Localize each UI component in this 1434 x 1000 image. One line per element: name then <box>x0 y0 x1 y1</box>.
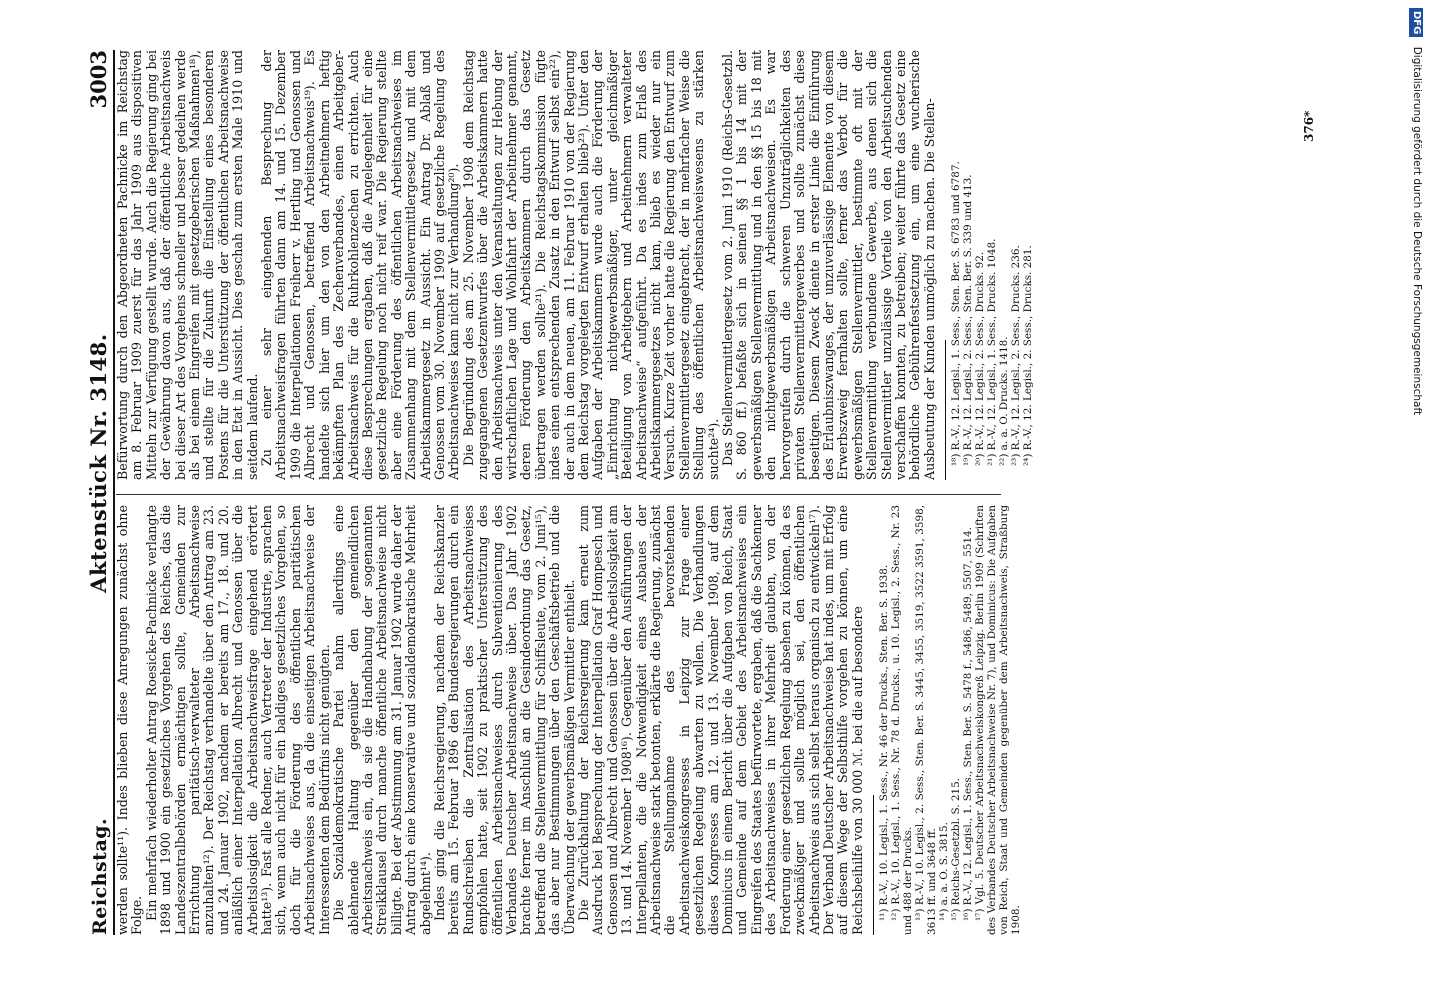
footnote: ²¹) R.-V., 12. Legisl., 1. Sess., Drucks. 1048. <box>986 238 999 466</box>
paragraph: Zu einer sehr eingehenden Besprechung der Arbeitsnachweisfragen führten dann am 14. und 15. Dezember 1909 die Interpellationen Freiherr v. Hertling und Genossen und Albrecht und Genossen, betreffend Arbeitsnachweis¹⁹). Es handelte sich hier um den von den Arbeitnehmern heftig bekämpften Plan des Zechenverbandes, einen Arbeitgeber-Arbeitsnachweis für die Ruhrkohlenzechen zu errichten. Auch diese Besprechungen ergaben, daß die Angelegenheit für eine gesetzliche Regelung noch nicht reif war. Die Regierung stellte aber eine Förderung des öffentlichen Arbeitsnachweises im Zusammenhang mit dem Stellenvermittlergesetz und mit dem Arbeitskammergesetz in Aussicht. Ein Antrag Dr. Ablaß und Genossen vom 30. November 1909 auf gesetzliche Regelung des Arbeitsnachweises kam nicht zur Verhandlung²⁰). <box>259 50 462 480</box>
page-header <box>85 50 111 935</box>
digitization-sidebar <box>1406 8 1428 993</box>
column-left <box>116 505 1022 935</box>
footnote: ¹¹) R.-V., 10. Legisl., 1. Sess., Nr. 46 der Drucks., Sten. Ber. S. 1938. <box>878 564 891 921</box>
header-title: Aktenstück Nr. 3148. <box>86 333 111 593</box>
footnote: ²²) a. a. O. Drucks. 1418. <box>998 336 1011 466</box>
paragraph: Indes ging die Reichsregierung, nachdem der Reichskanzler bereits am 15. Februar 1896 den Bundesregierungen durch ein Rundschreiben die Zentralisation des Arbeitsnachweises empfohlen hatte, seit 1902 zu praktischer Unterstützung des öffentlichen Arbeitsnachweises durch Subventionierung des Verbandes Deutscher Arbeitsnachweise über. Das Jahr 1902 brachte ferner im Anschluß an die Gesindeordnung das Gesetz, betreffend die Stellenvermittlung für Schiffsleute, vom 2. Juni¹⁵), das aber nur Bestimmungen über den Geschäftsbetrieb und die Überwachung der gewerbsmäßigen Vermittler enthielt. <box>431 505 577 935</box>
digitization-note <box>1406 8 1428 993</box>
paragraph: Die Begründung des am 25. November 1908 dem Reichstag zugegangenen Gesetzentwurfes über die Arbeitskammern hatte den Arbeitsnachweis unter den Veranstaltungen zur Hebung der wirtschaftlichen Lage und Wohlfahrt der Arbeitnehmer genannt, deren Förderung den Arbeitskammern durch das Gesetz übertragen werden sollte²¹). Die Reichstagskommission fügte indes einen entsprechenden Zusatz in den Entwurf selbst ein²²), der auch in dem neuen, am 11. Februar 1910 von der Regierung dem Reichstag vorgelegten Entwurf erhalten blieb²³). Unter den Aufgaben der Arbeitskammern wurde auch die Förderung der „Einrichtung nichtgewerbsmäßiger, unter gleichmäßiger Beteiligung von Arbeitgebern und Arbeitnehmern verwalteter Arbeitsnachweise“ aufgeführt. Da es indes zum Erlaß des Arbeitskammergesetzes nicht kam, blieb es wieder nur ein Versuch. Kurze Zeit vorher hatte die Regierung den Entwurf zum Stellenvermittlergesetz eingebracht, der in mehrfacher Weise die Stellung des öffentlichen Arbeitsnachweiswesens zu stärken suchte²⁴). <box>460 50 721 480</box>
dfg-logo: DFG <box>1409 8 1423 37</box>
page-number: 3003 <box>86 50 111 109</box>
paragraph: Die Zurückhaltung der Reichsregierung kam erneut zum Ausdruck bei Besprechung der Interpellation Graf Hompesch und Genossen und Albrecht und Genossen über die Arbeitslosigkeit am 13. und 14. November 1908¹⁶). Gegenüber den Ausführungen der Interpellanten, die die Notwendigkeit eines Ausbaues der Arbeitsnachweise stark betonten, erklärte die Regierung, zunächst die Stellungnahme des bevorstehenden Arbeitsnachweiskongresses in Leipzig zur Frage einer gesetzlichen Regelung abwarten zu wollen. Die Verhandlungen dieses Kongresses am 12. und 13. November 1908, auf dem Dominicus in einem Bericht über die Aufgaben von Reich, Staat und Gemeinde auf dem Gebiet des Arbeitsnachweises ein Eingreifen des Staates befürwortete, ergaben, daß die Sachkenner des Arbeitsnachweises in ihrer Mehrheit glaubten, von der Forderung einer gesetzlichen Regelung absehen zu können, da es zweckmäßiger und sollte möglich sei, den öffentlichen Arbeitsnachweis aus sich selbst heraus organisch zu entwickeln¹⁷). Der Verband Deutscher Arbeitsnachweise hat indes, um mit Erfolg auf diesem Wege der Selbsthilfe vorgehen zu können, um eine Reichsbeihilfe von 30 000 ℳ. bei die auf besondere <box>576 505 865 935</box>
paragraph: Befürwortung durch den Abgeordneten Pachnicke im Reichstag am 8. Februar 1909 zuerst für das Jahr 1909 aus dispositiven Mitteln zur Verfügung gestellt wurde. Auch die Regierung ging bei der Gewährung davon aus, daß der öffentliche Arbeitsnachweis bei dieser Art des Vorgehens schneller und besser gedeihen werde als bei einem Eingreifen mit gesetzgeberischen Maßnahmen¹⁸), und stellte für die Zukunft die Einstellung eines besonderen Postens für die Unterstützung der öffentlichen Arbeitsnachweise in den Etat in Aussicht. Dies geschah zum ersten Male 1910 und seitdem laufend. <box>115 50 260 480</box>
signature-mark: 376* <box>1302 110 1316 142</box>
paragraph: werden sollte¹¹). Indes blieben diese Anregungen zunächst ohne Folge. <box>115 505 145 935</box>
footnote: ¹⁵) Reichs-Gesetzbl. S. 215. <box>950 778 963 921</box>
footnote: ¹³) R.-V., 10. Legisl., 2. Sess., Sten. Ber. S. 3445, 3455, 3519, 3522 3591, 3598, 3613 ff. und 3648 ff. <box>914 505 939 935</box>
paragraph: Ein mehrfach wiederholter Antrag Roesicke-Pachnicke verlangte 1898 und 1900 ein gesetzliches Vorgehen des Reiches, das die Landeszentralbehörden ermächtigen sollte, Gemeinden zur Errichtung paritätisch-verwalteter Arbeitsnachweise anzuhalten¹²). Der Reichstag verhandelte über den Antrag am 23. und 24. Januar 1902, nachdem er bereits am 17., 18. und 20. anläßlich einer Interpellation Albrecht und Genossen über die Arbeitslosigkeit die Arbeitsnachweisfrage eingehend erörtert hatte¹³). Fast alle Redner, auch Vertreter der Industrie, sprachen sich, wenn auch nicht für ein baldiges gesetzliches Vorgehen, so doch für die Förderung des öffentlichen paritätischen Arbeitsnachweises aus, da die einseitigen Arbeitsnachweise der Interessenten dem Bedürfnis nicht genügten. <box>143 505 332 935</box>
column-right <box>116 50 1034 480</box>
footnote-rule <box>873 795 874 935</box>
footnote: ¹⁴) a. a. O. S. 3815. <box>938 822 951 921</box>
footnote: ¹⁷) Vgl. 5. Deutscher Arbeitsnachweiskongreß Leipzig. Berlin 1909 (Schriften des Verbandes Deutscher Arbeitsnachweise Nr. 7), und Dominicus: Die Aufgaben von Reich, Staat und Gemeinden gegenüber dem Arbeitsnachweis, Straßburg 1908. <box>974 505 1023 935</box>
paragraph: Die Sozialdemokratische Partei nahm allerdings eine ablehnende Haltung gegenüber den gemeindlichen Arbeitsnachweis ein, da sie die Handhabung der sogenannten Streikklausel durch manche öffentliche Arbeitsnachweise nicht billigte. Bei der Abstimmung am 31. Januar 1902 wurde daher der Antrag durch eine konservative und sozialdemokratische Mehrheit abgelehnt¹⁴). <box>331 505 433 935</box>
header-left: Reichstag. <box>89 817 111 935</box>
footnote: ¹⁹) R.-V., 12. Legisl., 2. Sess., Sten. Ber. S. 339 und 413. <box>962 174 975 466</box>
digitization-text: Digitalisierung gefördert durch die Deutsche Forschungsgemeinschaft <box>1411 46 1423 416</box>
footnote: ²³) R.-V., 12. Legisl., 2. Sess., Drucks. 236. <box>1010 245 1023 466</box>
footnote: ¹⁶) R.-V., 12. Legisl., 1. Sess., Sten. Ber. S. 5478 f., 5486, 5489, 5507, 5514. <box>962 527 975 921</box>
paragraph: Das Stellenvermittlergesetz vom 2. Juni 1910 (Reichs-Gesetzbl. S. 860 ff.) befaßte sich in seinen §§ 1 bis 14 mit der gewerbsmäßigen Stellenvermittlung und in den §§ 15 bis 18 mit den nichtgewerbsmäßigen Arbeitsnachweisen. Es war hervorgerufen durch die schweren Unzuträglichkeiten des privaten Stellenvermittlergewerbes und sollte zunächst diese beseitigen. Diesem Zweck diente in erster Linie die Einführung des Erlaubniszwanges, der unzuverlässige Elemente von diesem Erwerbszweig fernhalten sollte, ferner das Verbot für die gewerbsmäßigen Stellenvermittler, bestimmte oft mit der Stellenvermittlung verbundene Gewerbe, aus denen sich die Stellenvermittler unzulässige Vorteile von den Arbeitsuchenden verschaffen konnten, zu betreiben; weiter führte das Gesetz eine behördliche Gebührenfestsetzung ein, um eine wucherische Ausbeutung der Kunden unmöglich zu machen. Die Stellen- <box>720 50 937 480</box>
footnote: ²⁰) R.-V., 12. Legisl., 2. Sess., Drucks. 92. <box>974 251 987 466</box>
footnote: ¹⁸) R.-V., 12. Legisl., 1. Sess., Sten. Ber. S. 6783 und 6787. <box>950 161 963 466</box>
column-divider <box>116 494 1001 495</box>
footnote: ²⁴) R.-V., 12. Legisl., 2. Sess., Drucks. 281. <box>1022 245 1035 466</box>
footnote: ¹²) R.-V., 10. Legisl., 1. Sess., Nr. 78 d. Drucks., u. 10. Legisl., 2. Sess., Nr. 23 und 488 der Drucks. <box>890 505 915 935</box>
footnote-rule <box>945 340 946 480</box>
